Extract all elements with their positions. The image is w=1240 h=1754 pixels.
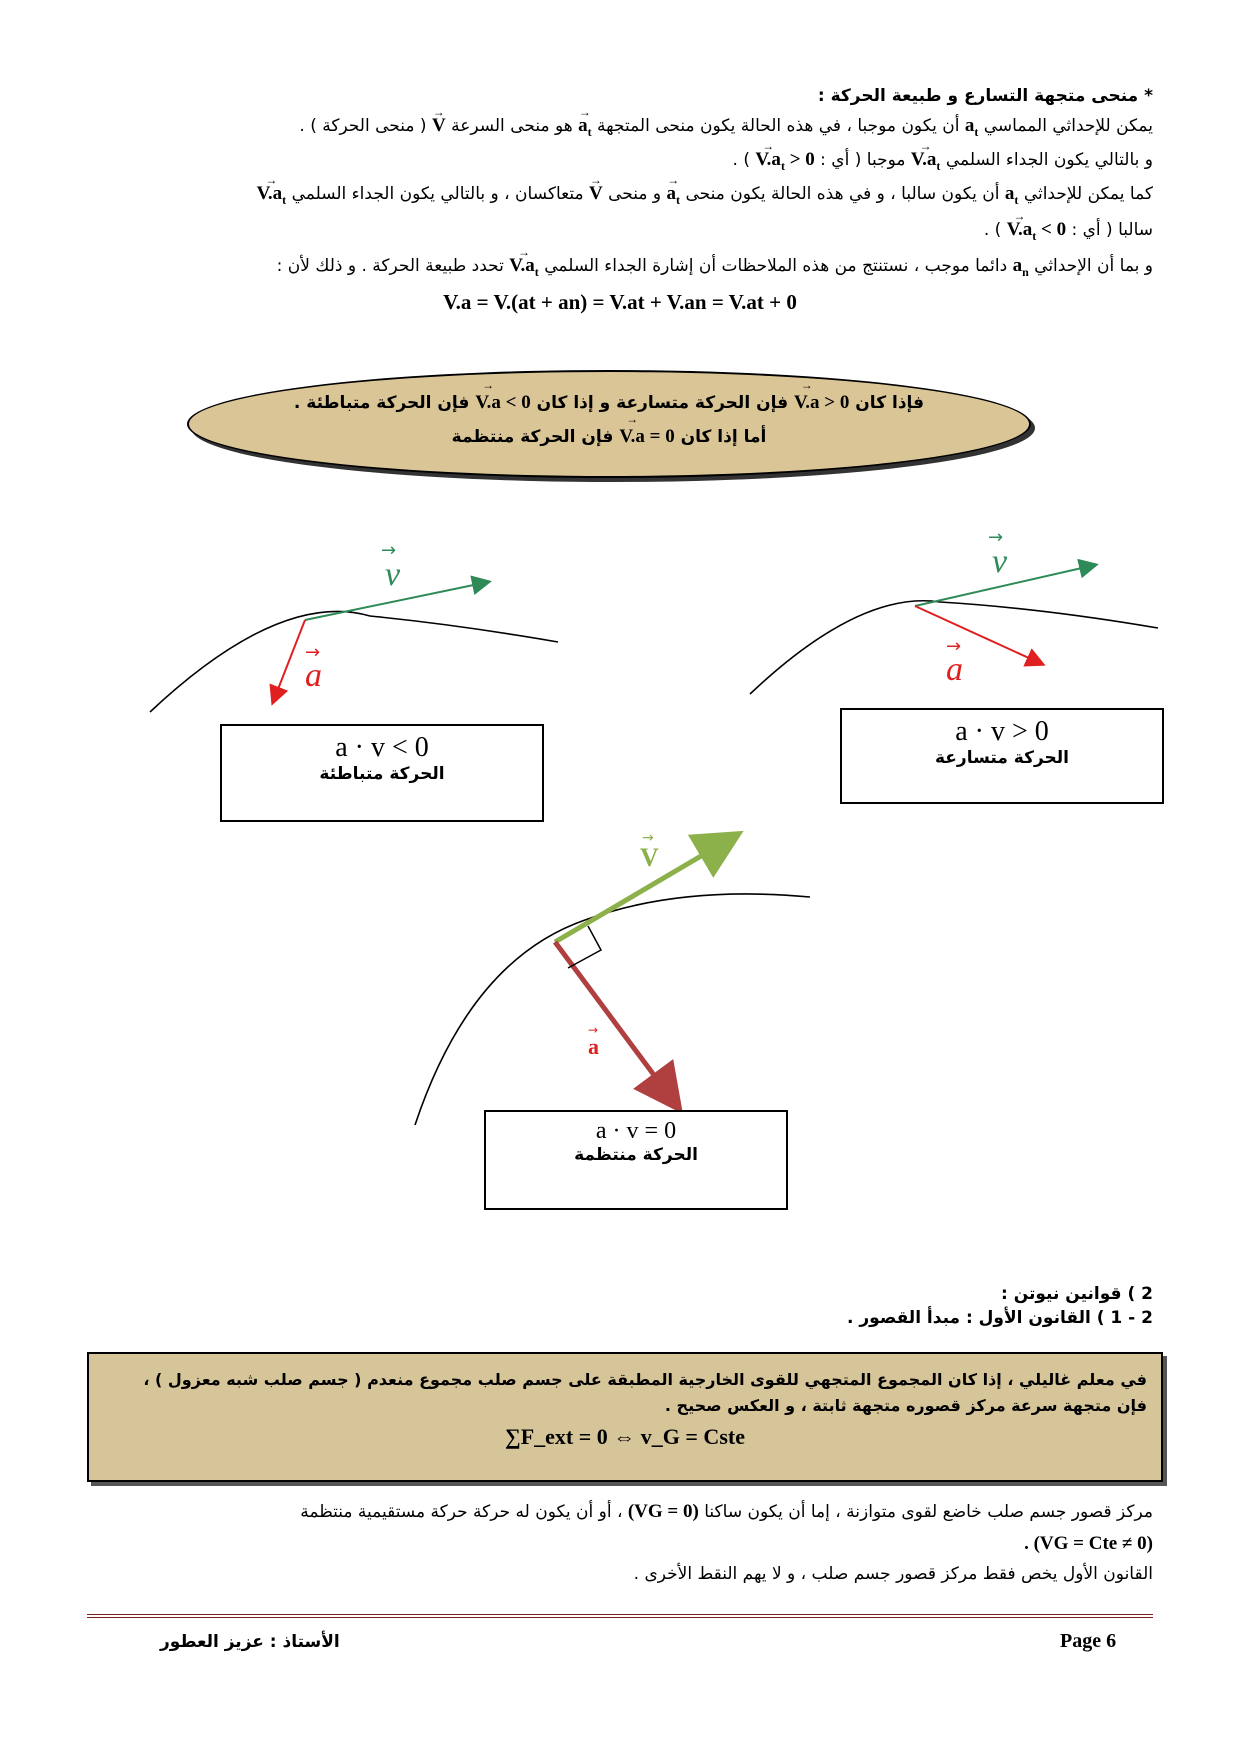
math-vg-cte: . (VG = Cte ≠ 0) xyxy=(1024,1533,1153,1554)
label-V-bottom: V xyxy=(640,843,659,872)
decel-formula: a · v < 0 xyxy=(335,732,429,763)
label-v-left: v xyxy=(385,556,401,593)
accel-label: الحركة متسارعة xyxy=(934,748,1069,768)
first-law-box xyxy=(87,1352,1163,1482)
math-gt: V.a → > 0 xyxy=(794,392,849,413)
text: ) . xyxy=(732,150,750,170)
section2-paragraph-2: القانون الأول يخص فقط مركز قصور جسم صلب ، و لا يهم النقط الأخرى . xyxy=(633,1564,1153,1584)
label-a-right: a xyxy=(946,651,963,688)
accel-formula: a · v > 0 xyxy=(955,716,1049,747)
arrow-glyph: → xyxy=(946,636,962,657)
section2-subheading: 2 - 1 ) القانون الأول : مبدأ القصور . xyxy=(847,1308,1153,1328)
first-law-line-1: في معلم غاليلي ، إذا كان المجموع المتجهي للقوى الخارجية المطبقة على جسم صلب مجموع منعدم ( جسم صلب شبه معزول ) ، xyxy=(143,1370,1147,1389)
text: و بما أن الإحداثي xyxy=(1034,256,1153,276)
math-Vat: $V.a_t$ → xyxy=(257,182,287,212)
math-Vat: $V.a_t$ → xyxy=(911,148,941,178)
text: دائما موجب ، نستنتج من هذه الملاحظات أن إشارة الجداء السلمي xyxy=(544,256,1008,276)
uniform-formula: a · v = 0 xyxy=(595,1118,677,1144)
label-a-left: a xyxy=(305,657,322,694)
math-vec-at: $a_t$ → xyxy=(578,114,592,144)
math-vec-V: V → xyxy=(432,114,446,138)
label-a-bottom: a xyxy=(588,1034,599,1059)
math-ineq: $V.a \to_t < 0$ xyxy=(1007,219,1066,240)
decelerating-box xyxy=(220,724,544,822)
arrow-glyph: → xyxy=(588,1023,599,1037)
math-at: $a_t$ xyxy=(1004,183,1019,207)
math-vg-zero: (VG = 0) xyxy=(627,1501,699,1522)
text: فإن الحركة منتظمة xyxy=(451,427,614,447)
text: سالبا ( أي : xyxy=(1071,220,1153,240)
section2-paragraph-1 xyxy=(87,1500,1153,1524)
arrow-glyph: → xyxy=(988,527,1004,548)
text: ( منحى الحركة ) . xyxy=(299,116,427,136)
text: ) . xyxy=(983,220,1002,240)
trajectory-curve-left xyxy=(150,611,558,712)
section2-formula-line xyxy=(87,1532,1153,1556)
section2-heading: 2 ) قوانين نيوتن : xyxy=(1001,1284,1153,1304)
text: يمكن للإحداثي المماسي xyxy=(983,116,1153,136)
text: كما يمكن للإحداثي xyxy=(1023,184,1153,204)
text: و منحى xyxy=(608,184,662,204)
acceleration-arrow-left xyxy=(273,620,305,702)
uniform-label: الحركة منتظمة xyxy=(574,1145,698,1165)
first-law-line-2: فإن متجهة سرعة مركز قصوره متجهة ثابتة ، و العكس صحيح . xyxy=(664,1396,1147,1415)
arrow-glyph: → xyxy=(305,642,321,663)
math-an: $a_n$ xyxy=(1012,255,1029,279)
text: موجبا ( أي : xyxy=(820,150,906,170)
text: فإن الحركة متباطئة . xyxy=(293,393,470,413)
math-ineq: $V.a \to_t > 0$ xyxy=(755,149,814,170)
text: هو منحى السرعة xyxy=(451,116,573,136)
text: ، أو أن يكون له حركة حركة مستقيمية منتظمة xyxy=(300,1502,623,1522)
math-vec-at: $a_t$ → xyxy=(667,182,681,212)
decel-label: الحركة متباطئة xyxy=(319,764,445,784)
arrow-glyph: → xyxy=(642,830,654,846)
text: فإذا كان xyxy=(855,393,925,413)
math-vec-V: V → xyxy=(589,182,603,206)
author-name: الأستاذ : عزيز العطور xyxy=(160,1632,340,1652)
page-number: Page 6 xyxy=(1060,1630,1117,1652)
text: مركز قصور جسم صلب خاضع لقوى متوازنة ، إما أن يكون ساكنا xyxy=(704,1502,1153,1522)
text: متعاكسان ، و بالتالي يكون الجداء السلمي xyxy=(291,184,584,204)
label-v-right: v xyxy=(992,543,1008,580)
math-at: $a_t$ xyxy=(964,115,979,139)
section-heading: * منحى متجهة التسارع و طبيعة الحركة : xyxy=(817,86,1153,106)
math-lt: V.a → < 0 xyxy=(475,392,530,413)
text: أن يكون موجبا ، في هذه الحالة يكون منحى المتجهة xyxy=(597,116,960,136)
uniform-box xyxy=(484,1110,788,1210)
accelerating-box xyxy=(840,708,1164,804)
text: فإن الحركة متسارعة و إذا كان xyxy=(536,393,789,413)
text: و بالتالي يكون الجداء السلمي xyxy=(945,150,1153,170)
text: تحدد طبيعة الحركة . و ذلك لأن : xyxy=(276,256,504,276)
acceleration-arrow-bottom xyxy=(555,942,677,1106)
text: أن يكون سالبا ، و في هذه الحالة يكون منحى xyxy=(685,184,1000,204)
arrow-glyph: → xyxy=(381,540,397,561)
math-Vat: $V.a_t$ → xyxy=(509,254,539,284)
acceleration-arrow-right xyxy=(915,606,1042,664)
footer-rule xyxy=(87,1614,1153,1618)
main-equation: V.a = V.(at + an) = V.at + V.an = V.at + 0 xyxy=(443,290,797,314)
first-law-formula: ∑F_ext = 0 ⇔ v_G = Cste xyxy=(505,1424,745,1449)
trajectory-curve-bottom xyxy=(415,894,810,1125)
text: أما إذا كان xyxy=(680,427,767,447)
math-eq: V.a → = 0 xyxy=(619,426,674,447)
